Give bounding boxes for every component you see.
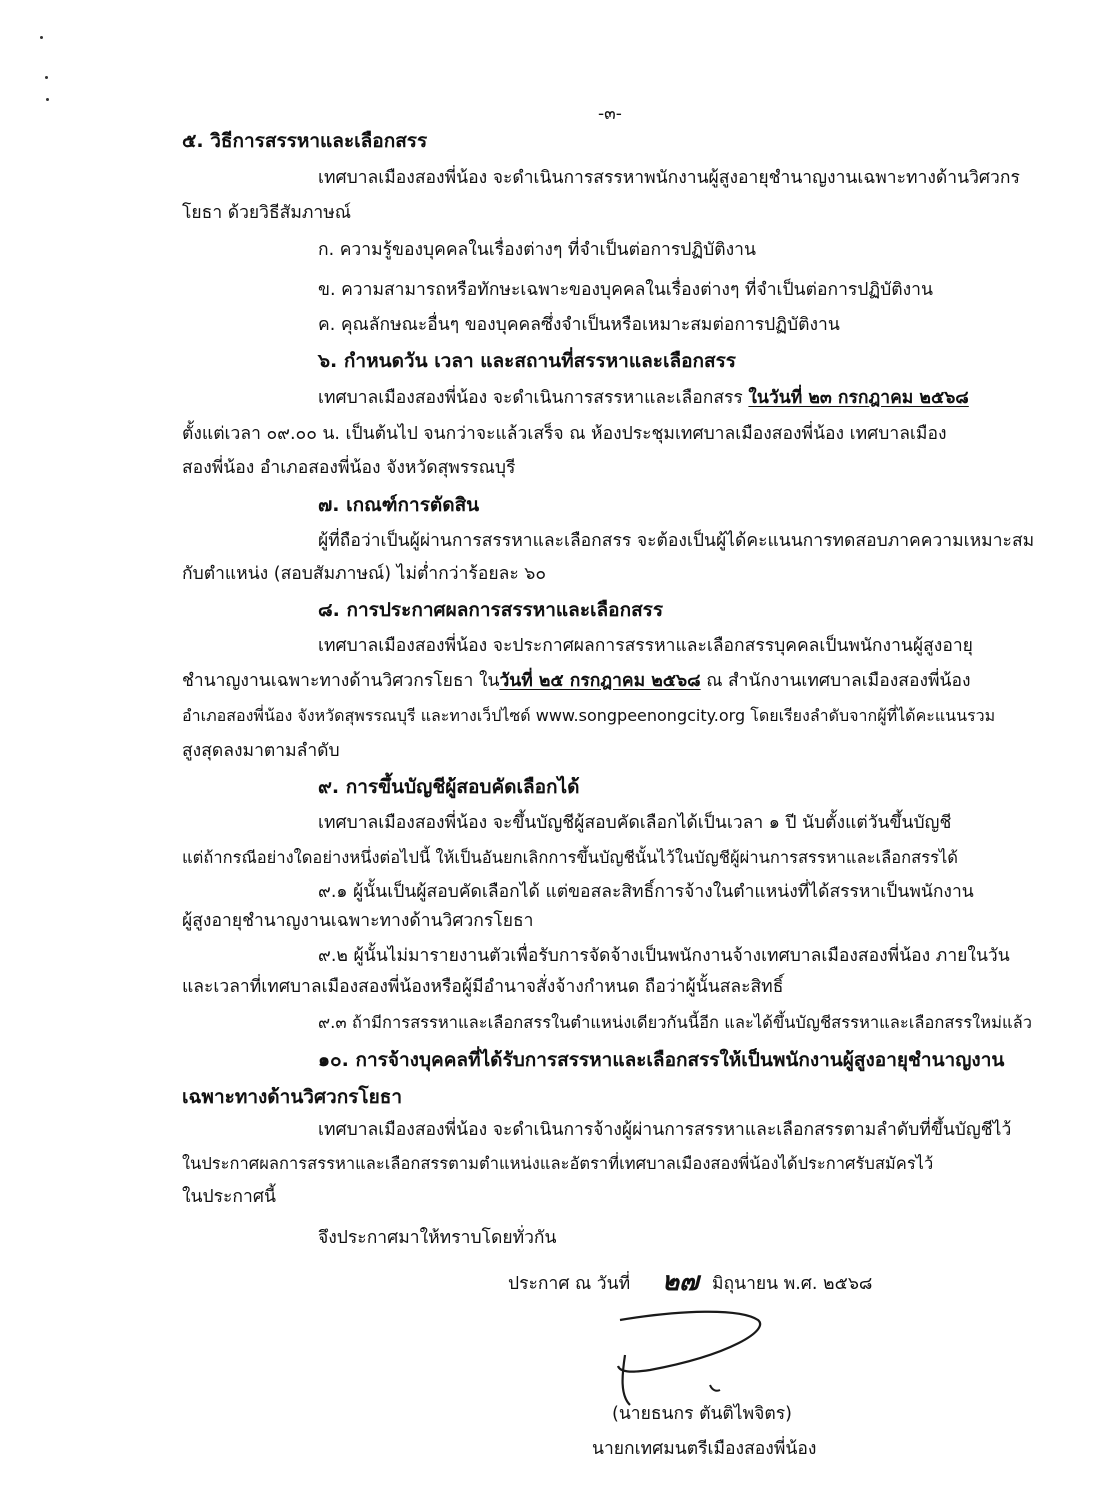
section-8-text: ณ สำนักงานเทศบาลเมืองสองพี่น้อง: [700, 671, 971, 691]
section-9-2-line: ๙.๒ ผู้นั้นไม่มารายงานตัวเพื่อรับการจัดจ้างเป็นพนักงานจ้างเทศบาลเมืองสองพี่น้อง ภายในวัน: [318, 946, 1010, 966]
section-5-item-c: ค. คุณลักษณะอื่นๆ ของบุคคลซึ่งจำเป็นหรือเหมาะสมต่อการปฏิบัติงาน: [318, 315, 840, 335]
section-5-paragraph-line: โยธา ด้วยวิธีสัมภาษณ์: [182, 203, 352, 223]
section-9-heading: ๙. การขึ้นบัญชีผู้สอบคัดเลือกได้: [318, 776, 580, 798]
section-9-3-line: ๙.๓ ถ้ามีการสรรหาและเลือกสรรในตำแหน่งเดียวกันนี้อีก และได้ขึ้นบัญชีสรรหาและเลือกสรรใหม่แล้ว: [318, 1013, 1032, 1032]
section-6-date: ในวันที่ ๒๓ กรกฎาคม ๒๕๖๘: [748, 388, 969, 408]
announcement-date: มิถุนายน พ.ศ. ๒๕๖๘: [712, 1274, 873, 1294]
section-8-text: ชำนาญงานเฉพาะทางด้านวิศวกรโยธา ใน: [182, 671, 500, 691]
section-9-1-line: ผู้สูงอายุชำนาญงานเฉพาะทางด้านวิศวกรโยธา: [182, 911, 534, 931]
section-7-line: กับตำแหน่ง (สอบสัมภาษณ์) ไม่ต่ำกว่าร้อยละ ๖๐: [182, 564, 547, 584]
handwritten-date-day: ๒๗: [662, 1267, 699, 1297]
section-9-2-line: และเวลาที่เทศบาลเมืองสองพี่น้องหรือผู้มีอำนาจสั่งจ้างกำหนด ถือว่าผู้นั้นสละสิทธิ์: [182, 977, 784, 997]
section-9-1-line: ๙.๑ ผู้นั้นเป็นผู้สอบคัดเลือกได้ แต่ขอสละสิทธิ์การจ้างในตำแหน่งที่ได้สรรหาเป็นพนักงาน: [318, 882, 974, 902]
section-5-item-b: ข. ความสามารถหรือทักษะเฉพาะของบุคคลในเรื่องต่างๆ ที่จำเป็นต่อการปฏิบัติงาน: [318, 280, 933, 300]
section-10-line: ในประกาศนี้: [182, 1187, 276, 1207]
section-8-heading: ๘. การประกาศผลการสรรหาและเลือกสรร: [318, 599, 664, 621]
section-8-line: อำเภอสองพี่น้อง จังหวัดสุพรรณบุรี และทางเว็ปไซด์ www.songpeenongcity.org โดยเรียงลำดับจากผู้ที่ได้คะแนนรวม: [182, 706, 996, 725]
section-8-line: สูงสุดลงมาตามลำดับ: [182, 741, 340, 761]
signer-title: นายกเทศมนตรีเมืองสองพี่น้อง: [592, 1439, 817, 1459]
section-10-heading: เฉพาะทางด้านวิศวกรโยธา: [182, 1086, 403, 1108]
announcement-closing: จึงประกาศมาให้ทราบโดยทั่วกัน: [318, 1228, 557, 1248]
section-5-heading: ๕. วิธีการสรรหาและเลือกสรร: [182, 130, 428, 152]
scan-mark: [46, 98, 49, 101]
signer-name: (นายธนกร ตันติไพจิตร): [612, 1404, 792, 1424]
section-5-item-a: ก. ความรู้ของบุคคลในเรื่องต่างๆ ที่จำเป็นต่อการปฏิบัติงาน: [318, 240, 756, 260]
section-10-line: เทศบาลเมืองสองพี่น้อง จะดำเนินการจ้างผู้ผ่านการสรรหาและเลือกสรรตามลำดับที่ขึ้นบัญชีไว้: [318, 1120, 1012, 1140]
section-8-line: เทศบาลเมืองสองพี่น้อง จะประกาศผลการสรรหาและเลือกสรรบุคคลเป็นพนักงานผู้สูงอายุ: [318, 636, 973, 656]
section-10-line: ในประกาศผลการสรรหาและเลือกสรรตามตำแหน่งและอัตราที่เทศบาลเมืองสองพี่น้องได้ประกาศรับสมัครไว้: [182, 1154, 934, 1173]
section-8-line: [182, 669, 971, 693]
scan-mark: [40, 36, 43, 39]
section-5-paragraph-line: เทศบาลเมืองสองพี่น้อง จะดำเนินการสรรหาพนักงานผู้สูงอายุชำนาญงานเฉพาะทางด้านวิศวกร: [318, 168, 1020, 188]
section-8-date: วันที่ ๒๕ กรกฎาคม ๒๕๖๘: [499, 671, 701, 691]
signature: [590, 1300, 790, 1410]
section-7-heading: ๗. เกณฑ์การตัดสิน: [318, 494, 480, 516]
section-6-line: [318, 386, 969, 410]
section-10-heading: ๑๐. การจ้างบุคคลที่ได้รับการสรรหาและเลือกสรรให้เป็นพนักงานผู้สูงอายุชำนาญงาน: [318, 1049, 1005, 1071]
section-7-line: ผู้ที่ถือว่าเป็นผู้ผ่านการสรรหาและเลือกสรร จะต้องเป็นผู้ได้คะแนนการทดสอบภาคความเหมาะสม: [318, 531, 1035, 551]
section-6-line: ตั้งแต่เวลา ๐๙.๐๐ น. เป็นต้นไป จนกว่าจะแล้วเสร็จ ณ ห้องประชุมเทศบาลเมืองสองพี่น้อง เทศบาลเมือง: [182, 424, 947, 444]
page-number: -๓-: [598, 104, 622, 124]
section-6-heading: ๖. กำหนดวัน เวลา และสถานที่สรรหาและเลือกสรร: [318, 350, 737, 372]
announcement-date-prefix: ประกาศ ณ วันที่: [508, 1274, 631, 1294]
section-9-line: แต่ถ้ากรณีอย่างใดอย่างหนึ่งต่อไปนี้ ให้เป็นอันยกเลิกการขึ้นบัญชีนั้นไว้ในบัญชีผู้ผ่านการสรรหาและเลือกสรรได้: [182, 848, 958, 867]
section-6-line: สองพี่น้อง อำเภอสองพี่น้อง จังหวัดสุพรรณบุรี: [182, 458, 516, 478]
section-6-text: เทศบาลเมืองสองพี่น้อง จะดำเนินการสรรหาและเลือกสรร: [318, 388, 749, 408]
section-9-line: เทศบาลเมืองสองพี่น้อง จะขึ้นบัญชีผู้สอบคัดเลือกได้เป็นเวลา ๑ ปี นับตั้งแต่วันขึ้นบัญชี: [318, 813, 952, 833]
scan-mark: [45, 76, 48, 79]
